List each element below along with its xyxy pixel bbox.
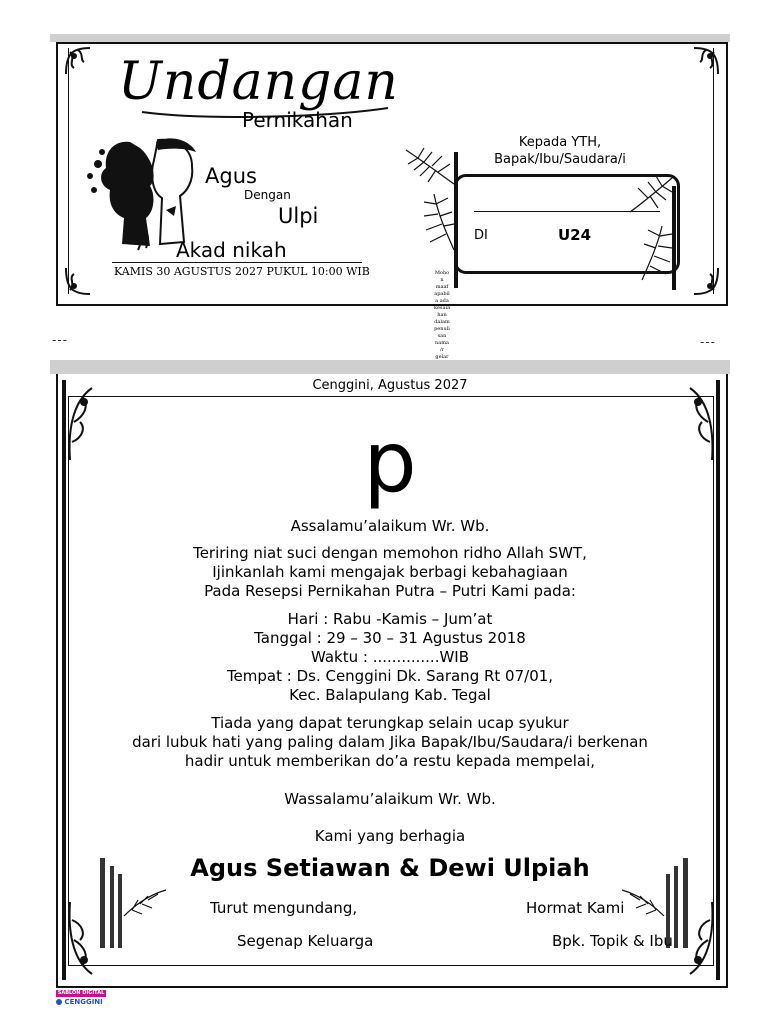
script-title: Undangan xyxy=(118,52,399,112)
closing-line: hadir untuk memberikan do’a restu kepada mempelai, xyxy=(184,752,596,770)
ceremony-date-line: KAMIS 30 AGUSTUS 2027 PUKUL 10:00 WIB xyxy=(114,265,370,278)
palm-leaf-icon xyxy=(420,192,456,252)
intro-line: Pada Resepsi Pernikahan Putra – Putri Kami pada: xyxy=(204,582,576,600)
happy-label: Kami yang berhagia xyxy=(314,827,466,845)
flourish-bottom-right-icon xyxy=(690,264,722,298)
inviter-right-name: Bpk. Topik & Ibu xyxy=(552,932,673,950)
bride-short-name: Ulpi xyxy=(278,204,319,228)
flourish-top-left-icon xyxy=(62,44,94,78)
greeting: Assalamu’alaikum Wr. Wb. xyxy=(290,517,490,535)
intro-line: Ijinkanlah kami mengajak berbagi kebahagiaan xyxy=(212,563,568,581)
di-label: DI xyxy=(474,228,488,243)
couple-names: Agus Setiawan & Dewi Ulpiah xyxy=(190,854,590,882)
inviter-left-name: Segenap Keluarga xyxy=(237,932,374,950)
palm-leaf-icon xyxy=(404,144,456,188)
logo-dot-icon xyxy=(56,999,62,1005)
closing-line: Tiada yang dapat terungkap selain ucap syukur xyxy=(211,714,569,732)
event-date: Tanggal : 29 – 30 – 31 Agustus 2018 xyxy=(254,629,526,647)
recipient-heading: Kepada YTH, xyxy=(518,135,602,150)
event-day: Hari : Rabu -Kamis – Jum’at xyxy=(287,610,493,628)
apology-note: Moho n maaf apabil a ada kesala han dalam penuli san nama /r gelar xyxy=(433,270,451,360)
event-place: Tempat : Ds. Cenggini Dk. Sarang Rt 07/01, xyxy=(226,667,554,685)
ceremony-label: Akad nikah xyxy=(176,238,287,262)
palm-leaf-icon xyxy=(628,174,674,214)
cover-subtitle: Pernikahan xyxy=(242,108,353,132)
logo-bottom-text: CENGGINI xyxy=(56,997,106,1007)
flourish-top-right-icon xyxy=(690,44,722,78)
groom-short-name: Agus xyxy=(205,164,257,188)
place-date: Cenggini, Agustus 2027 xyxy=(312,378,468,393)
event-place-district: Kec. Balapulang Kab. Tegal xyxy=(289,686,491,704)
event-time: Waktu : ..............WIB xyxy=(310,648,470,666)
shop-logo xyxy=(56,990,106,1008)
date-rule xyxy=(112,262,362,263)
inviter-left-label: Turut mengundang, xyxy=(210,899,358,917)
guest-code: U24 xyxy=(558,226,592,244)
palm-leaf-icon xyxy=(640,224,676,282)
inviter-right-label: Hormat Kami xyxy=(526,899,625,917)
connector-word: Dengan xyxy=(244,188,291,202)
inside-card-edge xyxy=(50,360,730,374)
recipient-label: Bapak/Ibu/Saudara/i xyxy=(494,152,626,167)
intro-line: Teriring niat suci dengan memohon ridho Allah SWT, xyxy=(193,544,587,562)
top-card-edge xyxy=(50,34,730,42)
farewell: Wassalamu’alaikum Wr. Wb. xyxy=(284,790,496,808)
fold-mark-right: --- xyxy=(700,335,716,349)
flourish-bottom-left-icon xyxy=(62,264,94,298)
fold-mark-left: --- xyxy=(52,333,68,347)
closing-line: dari lubuk hati yang paling dalam Jika Bapak/Ibu/Saudara/i berkenan xyxy=(132,733,648,751)
monogram: p xyxy=(363,413,417,511)
logo-top-band: SABLON DIGITAL xyxy=(57,990,105,996)
flourish-bottom-left-icon xyxy=(64,900,98,980)
